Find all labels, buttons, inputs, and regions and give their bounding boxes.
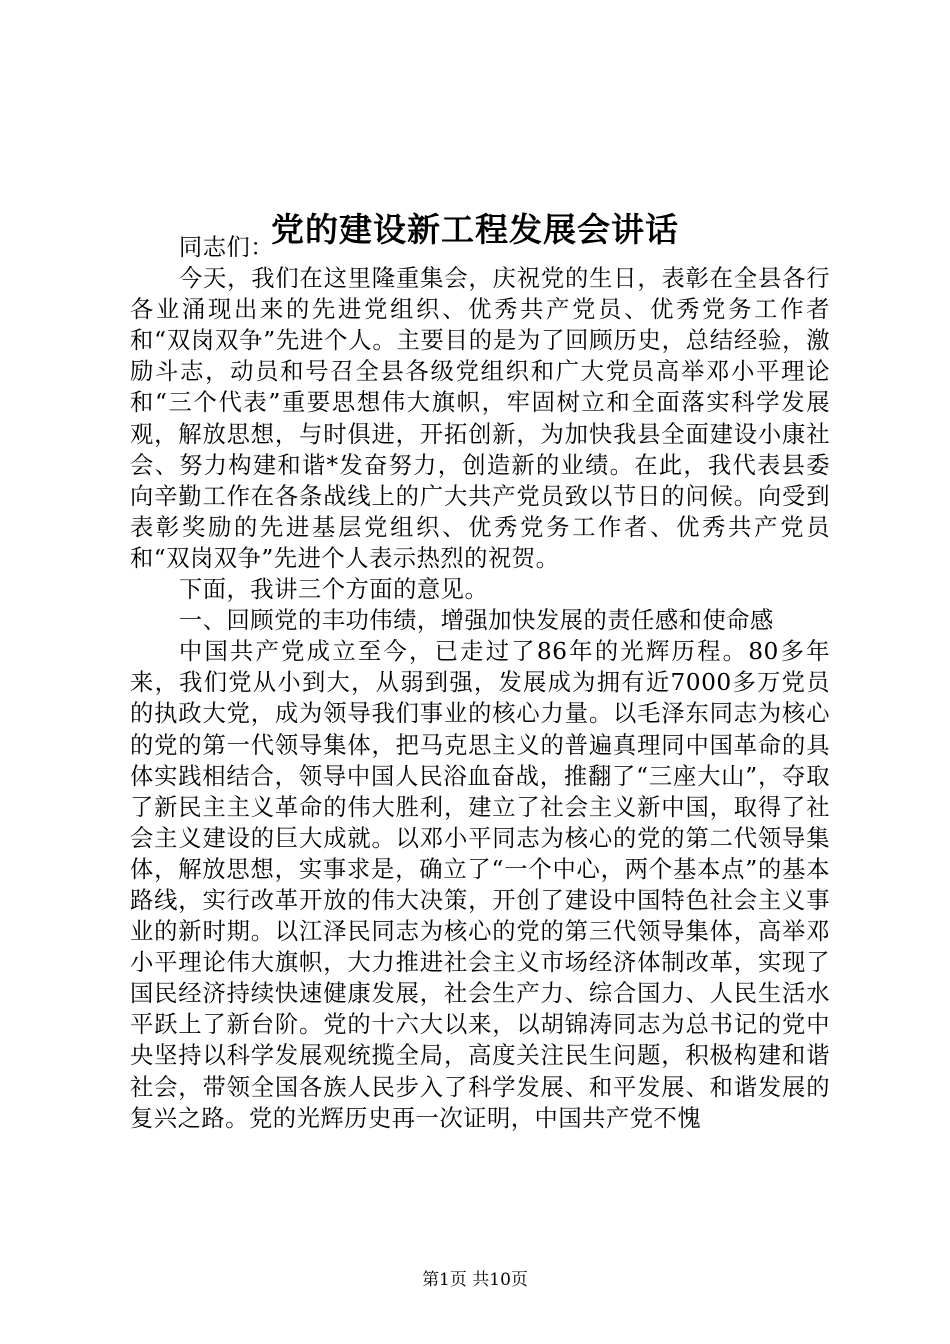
history-paragraph: 中国共产党成立至今，已走过了86年的光辉历程。80多年来，我们党从小到大，从弱到强，发展成为拥有近7000多万党员的执政大党，成为领导我们事业的核心力量。以毛泽东同志为核心的党的第一代领导集体，把马克思主义的普遍真理同中国革命的具体实践相结合，领导中国人民浴血奋战，推翻了“三座大山”，夺取了新民主主义革命的伟大胜利，建立了社会主义新中国，取得了社会主义建设的巨大成就。以邓小平同志为核心的党的第二代领导集体，解放思想，实事求是，确立了“一个中心，两个基本点”的基本路线，实行改革开放的伟大决策，开创了建设中国特色社会主义事业的新时期。以江泽民同志为核心的党的第三代领导集体，高举邓小平理论伟大旗帜，大力推进社会主义市场经济体制改革，实现了国民经济持续快速健康发展，社会生产力、综合国力、人民生活水平跃上了新台阶。党的十六大以来，以胡锦涛同志为总书记的党中央坚持以科学发展观统揽全局，高度关注民生问题，积极构建和谐社会，带领全国各族人民步入了科学发展、和平发展、和谐发展的复兴之路。党的光辉历史再一次证明，中国共产党不愧 <box>130 638 830 1132</box>
document-body <box>130 232 830 1134</box>
page-footer: 第1页 共10页 <box>422 1270 528 1290</box>
opening-paragraph: 今天，我们在这里隆重集会，庆祝党的生日，表彰在全县各行各业涌现出来的先进党组织、优秀共产党员、优秀党务工作者和“双岗双争”先进个人。主要目的是为了回顾历史，总结经验，激励斗志，动员和号召全县各级党组织和广大党员高举邓小平理论和“三个代表”重要思想伟大旗帜，牢固树立和全面落实科学发展观，解放思想，与时俱进，开拓创新，为加快我县全面建设小康社会、努力构建和谐*发奋努力，创造新的业绩。在此，我代表县委向辛勤工作在各条战线上的广大共产党员致以节日的问候。向受到表彰奖励的先进基层党组织、优秀党务工作者、优秀共产党员和“双岗双争”先进个人表示热烈的祝贺。 <box>130 265 830 572</box>
transition-paragraph: 下面，我讲三个方面的意见。 <box>178 576 489 604</box>
document-title: 党的建设新工程发展会讲话 <box>271 210 679 250</box>
section-heading: 一、回顾党的丰功伟绩，增强加快发展的责任感和使命感 <box>178 607 774 635</box>
salutation-paragraph: 同志们： <box>178 234 275 261</box>
